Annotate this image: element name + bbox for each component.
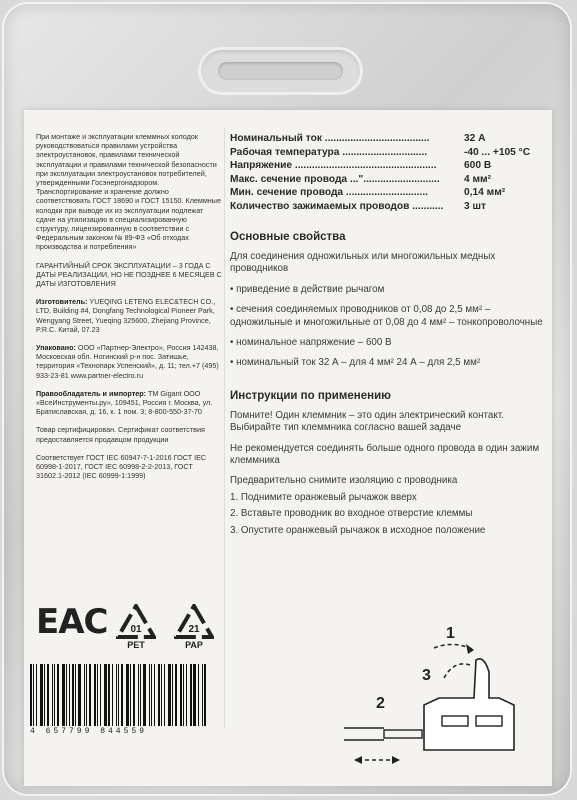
properties-title: Основные свойства xyxy=(230,231,346,243)
spec-name: Напряжение .................................................. xyxy=(230,160,437,171)
warranty-text: ГАРАНТИЙНЫЙ СРОК ЭКСПЛУАТАЦИИ – 3 ГОДА С ДАТЫ РЕАЛИЗАЦИИ, НО НЕ ПОЗДНЕЕ 6 МЕСЯЦЕВ С ДАТЫ ИЗГОТОВЛЕНИЯ xyxy=(36,260,222,289)
owner-label: Правообладатель и импортер: xyxy=(36,388,147,398)
spec-value: 3 шт xyxy=(464,200,486,212)
barcode-bar xyxy=(183,664,184,726)
barcode-bar xyxy=(40,664,43,726)
barcode-bar xyxy=(140,664,141,726)
maker-label: Изготовитель: xyxy=(36,297,88,307)
barcode-bar xyxy=(130,664,131,726)
barcode-bar xyxy=(89,664,91,726)
instruction-step: 3. Опустите оранжевый рычажок в исходное положение xyxy=(230,524,486,536)
barcode-bar xyxy=(97,664,98,726)
barcode-bar xyxy=(75,664,76,726)
instructions-p3: Предварительно снимите изоляцию с проводника xyxy=(230,475,458,487)
barcode xyxy=(30,664,208,740)
barcode-bar xyxy=(204,664,206,726)
barcode-bar xyxy=(108,664,110,726)
barcode-bar xyxy=(100,664,101,726)
owner-text: TM Gigant ООО «ВсеИнструменты.ру», 109451, Россия г. Москва, ул. Братиславская, д. 16, к. 1 пом. 3; 8-800-550-37-70 xyxy=(36,388,213,417)
property-item: • сечения соединяемых проводников от 0,08 до 2,5 мм² – одножильные и многожильные от 0,08 до 4 мм² – тонкопроволочные xyxy=(230,304,543,328)
maker-text: YUEQING LETENG ELEC&TECH CO., LTD, Building #4, Dongfang Technological Pioneer Park, Wengyang Street, Yueqing 325600, Zhejiang Province, P.R.C. Китай, 07.23 xyxy=(36,297,216,334)
spec-value: 0,14 мм² xyxy=(464,187,506,198)
spec-value: 32 А xyxy=(464,133,486,144)
lever-down-arrow xyxy=(444,664,470,678)
hang-slot xyxy=(218,62,343,80)
spec-row xyxy=(230,132,546,146)
wire-conductor xyxy=(384,730,422,738)
barcode-bar xyxy=(118,664,119,726)
spec-row xyxy=(230,146,546,160)
spec-row xyxy=(230,173,546,187)
instructions-title: Инструкции по применению xyxy=(230,389,391,402)
eac-logo: EAC xyxy=(36,602,108,642)
barcode-bar xyxy=(94,664,96,726)
barcode-bar xyxy=(104,664,107,726)
certified-text: Товар сертифицирован. Сертификат соответствия предоставляется продавцом продукции xyxy=(36,425,205,444)
spec-row xyxy=(230,159,546,173)
barcode-bar xyxy=(84,664,85,726)
barcode-bar xyxy=(158,664,160,726)
packer-label: Упаковано: xyxy=(36,343,76,353)
standards-text: Соответствует ГОСТ IEC 60947-7-1-2016 ГОСТ IEC 60998-1-2017, ГОСТ IEC 60998-2-2-2013, ГОСТ 31602.1-2012 (IEC 60999-1:1999) xyxy=(36,452,207,481)
barcode-bar xyxy=(202,664,203,726)
property-item: • номинальное напряжение – 600 В xyxy=(230,337,392,349)
instruction-step: 1. Поднимите оранжевый рычажок вверх xyxy=(230,491,417,503)
right-column xyxy=(230,132,546,537)
barcode-bar xyxy=(138,664,139,726)
barcode-bars xyxy=(30,664,208,726)
instruction-step: 2. Вставьте проводник во входное отверстие клеммы xyxy=(230,508,473,520)
pap-recycle-symbol xyxy=(172,604,216,650)
terminal-diagram xyxy=(314,610,544,780)
step-3-number: 3 xyxy=(422,667,431,684)
barcode-bar xyxy=(168,664,171,726)
logos-row xyxy=(36,602,226,662)
barcode-bar xyxy=(154,664,155,726)
arrow-head-right xyxy=(392,756,400,764)
maker-block xyxy=(36,297,222,334)
spec-row xyxy=(230,200,546,214)
pap-label: PAP xyxy=(185,640,203,650)
barcode-bar xyxy=(47,664,49,726)
spec-value: -40 ... +105 °С xyxy=(464,146,531,158)
barcode-bar xyxy=(36,664,37,726)
barcode-bar xyxy=(143,664,146,726)
barcode-bar xyxy=(126,664,129,726)
barcode-bar xyxy=(86,664,87,726)
specs-table xyxy=(230,132,546,213)
barcode-bar xyxy=(121,664,123,726)
barcode-bar xyxy=(190,664,192,726)
barcode-bar xyxy=(198,664,199,726)
owner-block xyxy=(36,389,222,417)
barcode-bar xyxy=(186,664,187,726)
step-2-number: 2 xyxy=(376,695,385,712)
barcode-number: 4 657799 844559 xyxy=(30,727,148,736)
instructions-p1: Помните! Один клеммник – это один электрический контакт. Выбирайте тип клеммника согласно вашей задаче xyxy=(230,409,504,434)
barcode-bar xyxy=(161,664,162,726)
barcode-bar xyxy=(164,664,165,726)
spec-name: Рабочая температура .............................. xyxy=(230,146,428,158)
spec-name: Номинальный ток ..................................... xyxy=(230,133,430,144)
barcode-bar xyxy=(72,664,74,726)
barcode-bar xyxy=(66,664,67,726)
pet-number: 01 xyxy=(130,624,142,635)
barcode-bar xyxy=(44,664,45,726)
pap-number: 21 xyxy=(188,624,200,635)
notice-text: При монтаже и эксплуатации клеммных колодок руководствоваться правилами устройства электроустановок, правилами технической эксплуатации и правилами технической безопасности при эксплуатации электроустановок потребителей, утвержденными Госэнергонадзором. Транспортирование и хранение должно соответствовать ГОСТ 18690 и ГОСТ 15150. Клеммные колодки при выводе их из эксплуатации подлежат сдаче на утилизацию в специализированную структуру, лицензированную в соответствии с Федеральным законом № 89-ФЗ «Об отходах производства и потребления» xyxy=(36,132,221,252)
pet-recycle-symbol xyxy=(114,604,158,650)
barcode-bar xyxy=(193,664,196,726)
spec-name: Макс. сечение провода ..."........................... xyxy=(230,173,440,185)
barcode-bar xyxy=(54,664,55,726)
barcode-bar xyxy=(52,664,53,726)
barcode-bar xyxy=(112,664,113,726)
packer-text: ООО «Партнер-Электро», Россия 142438, Московская обл. Ногинский р-н пос. Затишье, территория «Технопарк Успенский», д. 11; тел.+7 (495) 933-23-81 www.partner-electro.ru xyxy=(36,343,219,380)
properties-intro: Для соединения одножильных или многожильных медных проводников xyxy=(230,251,496,275)
spec-value: 600 В xyxy=(464,160,492,171)
barcode-bar xyxy=(180,664,182,726)
barcode-bar xyxy=(78,664,81,726)
barcode-bar xyxy=(33,664,34,726)
spec-value: 4 мм² xyxy=(464,173,491,185)
product-insert-card xyxy=(24,110,552,786)
barcode-bar xyxy=(116,664,117,726)
step-1-number: 1 xyxy=(446,625,455,642)
packer-block xyxy=(36,343,222,380)
barcode-bar xyxy=(62,664,65,726)
terminal-body-icon xyxy=(424,659,514,750)
arrow-head xyxy=(466,644,474,654)
barcode-bar xyxy=(30,664,32,726)
arrow-head-left xyxy=(354,756,362,764)
barcode-bar xyxy=(57,664,59,726)
barcode-bar xyxy=(133,664,135,726)
barcode-bar xyxy=(149,664,150,726)
instructions-p2: Не рекомендуется соединять больше одного провода в один зажим клеммника xyxy=(230,442,540,467)
spec-name: Количество зажимаемых проводов ........... xyxy=(230,200,444,212)
barcode-bar xyxy=(175,664,177,726)
barcode-bar xyxy=(172,664,173,726)
recycle-pap-icon xyxy=(174,604,214,640)
pet-label: PET xyxy=(127,640,145,650)
barcode-bar xyxy=(151,664,153,726)
property-item: • приведение в действие рычагом xyxy=(230,283,385,295)
left-column xyxy=(36,132,222,490)
recycle-pet-icon xyxy=(116,604,156,640)
property-item: • номинальный ток 32 А – для 4 мм² 24 А – для 2,5 мм² xyxy=(230,357,481,369)
barcode-bar xyxy=(69,664,70,726)
spec-name: Мин. сечение провода ............................. xyxy=(230,187,428,198)
spec-row xyxy=(230,186,546,200)
